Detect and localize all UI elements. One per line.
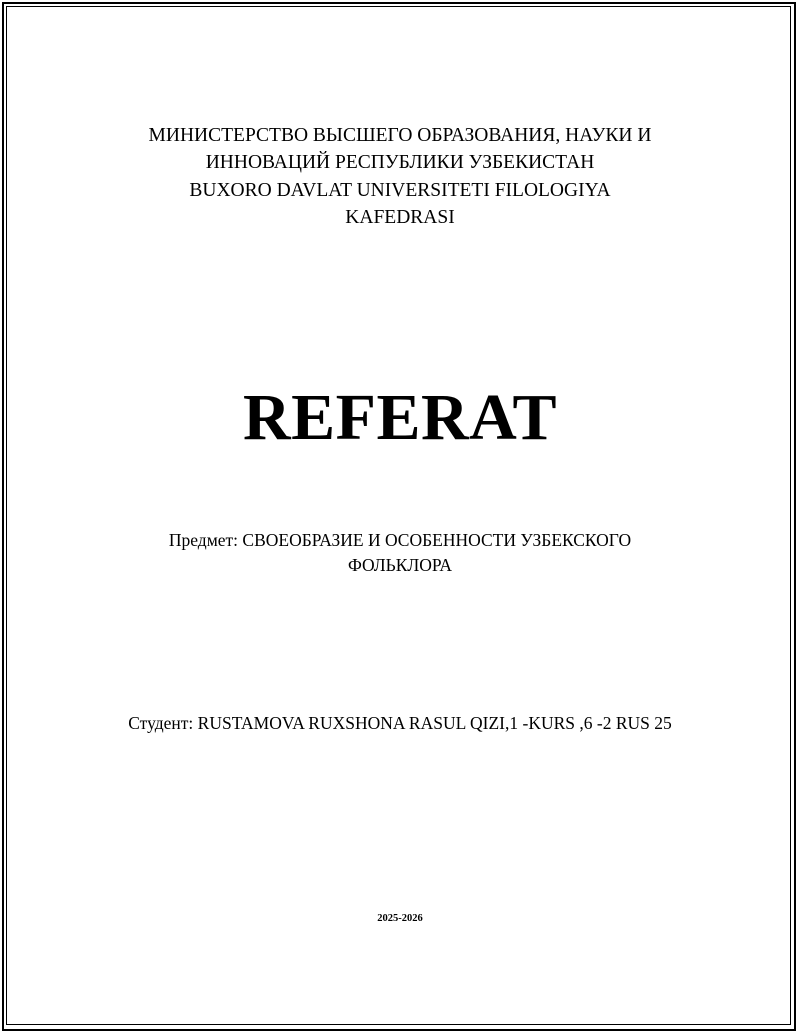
student-line [110, 711, 690, 736]
header-line-university: BUXORO DAVLAT UNIVERSITETI FILOLOGIYA [189, 179, 611, 201]
subject-label: Предмет: [168, 530, 239, 550]
subject-value: СВОЕОБРАЗИЕ И ОСОБЕННОСТИ УЗБЕКСКОГО ФОЛЬКЛОРА [242, 530, 632, 575]
subject-line [140, 528, 660, 577]
header-line-department: KAFEDRASI [345, 206, 455, 228]
header-line-ministry-cont: ИННОВАЦИЙ РЕСПУБЛИКИ УЗБЕКИСТАН [205, 152, 595, 174]
academic-year: 2025-2026 [377, 913, 423, 924]
student-value: RUSTAMOVA RUXSHONA RASUL QIZI,1 -KURS ,6 -2 RUS 25 [197, 713, 672, 733]
student-label: Студент: [128, 713, 194, 733]
document-title: REFERAT [243, 381, 557, 454]
header-line-ministry: МИНИСТЕРСТВО ВЫСШЕГО ОБРАЗОВАНИЯ, НАУКИ И [148, 125, 652, 146]
institution-header [0, 122, 800, 231]
